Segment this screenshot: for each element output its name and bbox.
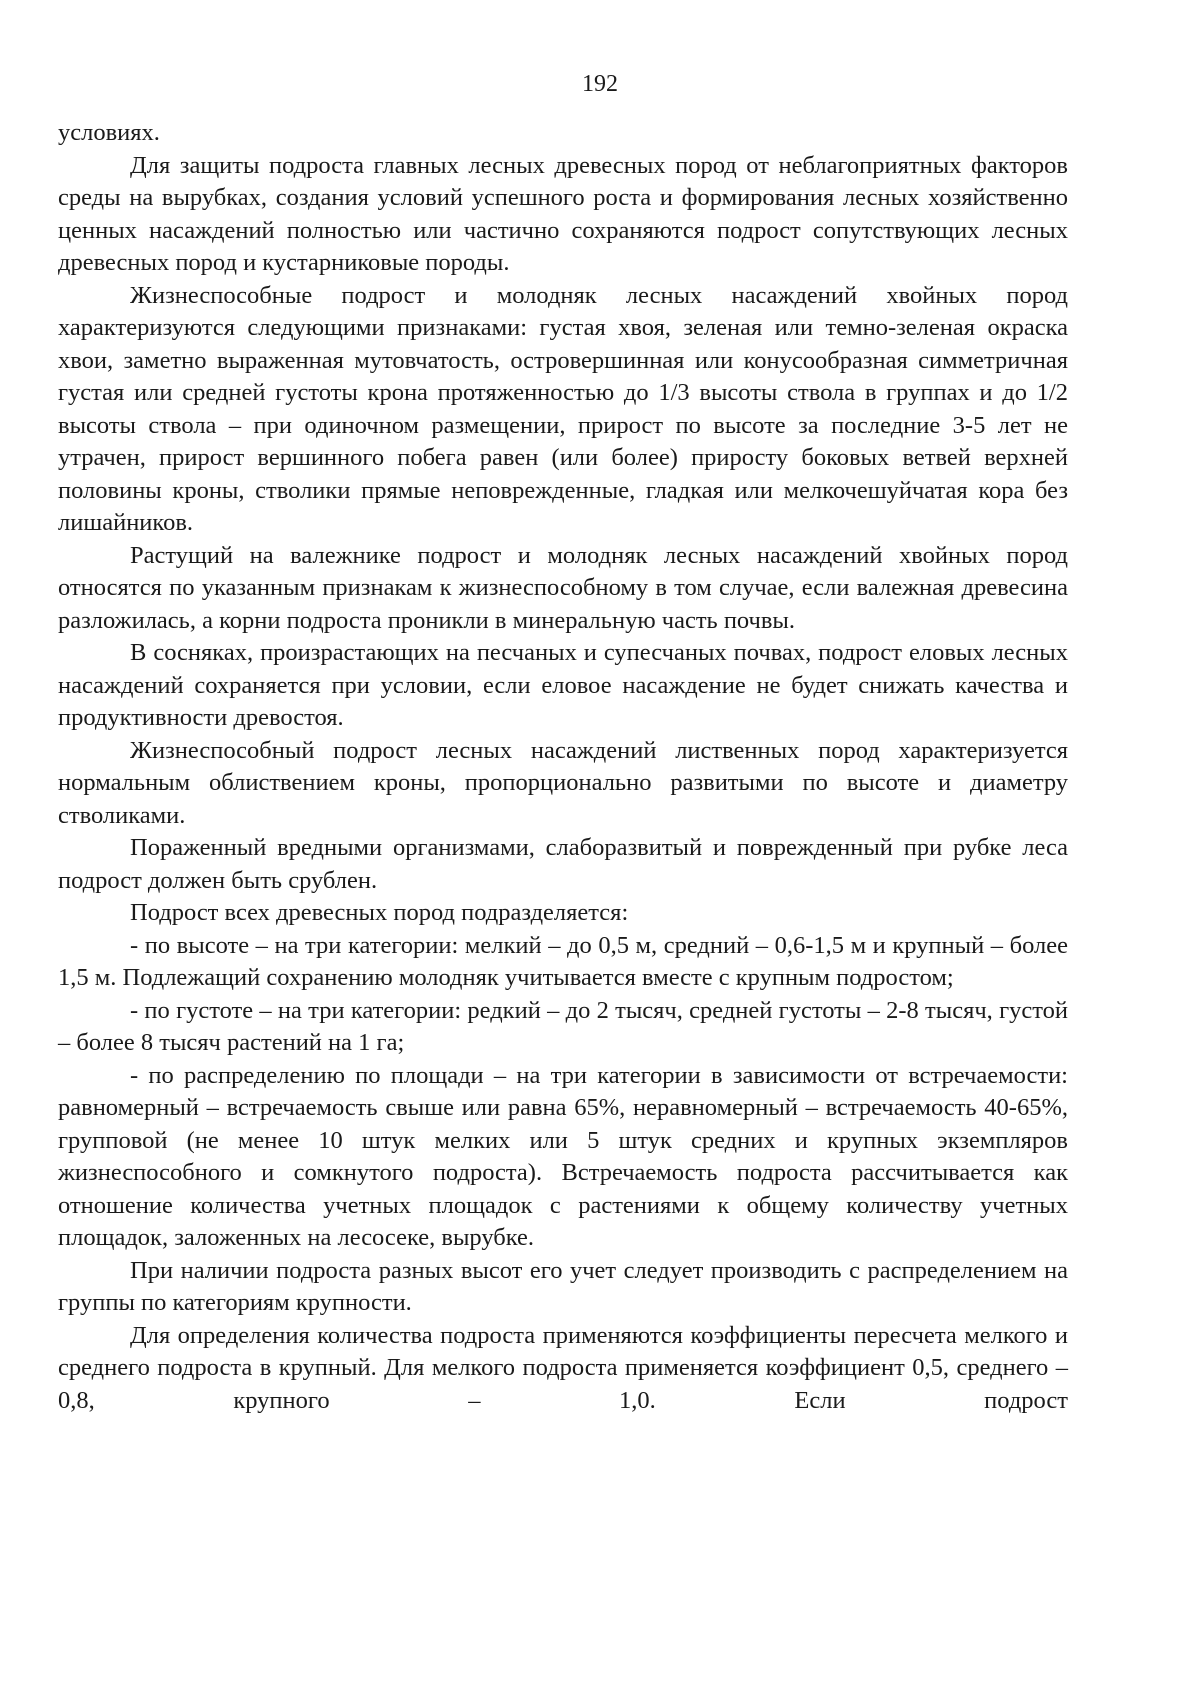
paragraph: В сосняках, произрастающих на песчаных и супесчаных почвах, подрост еловых лесных насаждений сохраняется при условии, если еловое насаждение не будет снижать качества и продуктивности древостоя. [58, 639, 1068, 731]
list-item: - по распределению по площади – на три категории в зависимости от встречаемости: равномерный – встречаемость свыше или равна 65%, неравномерный – встречаемость 40-65%, групповой (не менее 10 штук мелких или 5 штук средних и крупных экземпляров жизнеспособного и сомкнутого подроста). Встречаемость подроста рассчитывается как отношение количества учетных площадок с растениями к общему количеству учетных площадок, заложенных на лесосеке, вырубке. [58, 1061, 1068, 1251]
paragraph-last-partial: Для определения количества подроста применяются коэффициенты пересчета мелкого и среднего подроста в крупный. Для мелкого подроста применяется коэффициент 0,5, среднего – 0,8, крупного – 1,0. Если подрост [58, 1321, 1068, 1414]
list-item: - по густоте – на три категории: редкий – до 2 тысяч, средней густоты – 2-8 тысяч, густой – более 8 тысяч растений на 1 га; [58, 996, 1068, 1056]
paragraph: Жизнеспособный подрост лесных насаждений лиственных пород характеризуется нормальным облиствением кроны, пропорционально развитыми по высоте и диаметру стволиками. [58, 736, 1068, 829]
list-item: - по высоте – на три категории: мелкий – до 0,5 м, средний – 0,6-1,5 м и крупный – более 1,5 м. Подлежащий сохранению молодняк учитывается вместе с крупным подростом; [58, 931, 1068, 991]
paragraph: При наличии подроста разных высот его учет следует производить с распределением на группы по категориям крупности. [58, 1256, 1068, 1316]
page-number: 192 [582, 71, 618, 97]
body-text [58, 117, 1068, 1417]
paragraph: Жизнеспособные подрост и молодняк лесных насаждений хвойных пород характеризуются следующими признаками: густая хвоя, зеленая или темно-зеленая окраска хвои, заметно выраженная мутовчатость, островершинная или конусообразная симметричная густая или средней густоты крона протяженностью до 1/3 высоты ствола в группах и до 1/2 высоты ствола – при одиночном размещении, прирост по высоте за последние 3-5 лет не утрачен, прирост вершинного побега равен (или более) приросту боковых ветвей верхней половины кроны, стволики прямые неповрежденные, гладкая или мелкочешуйчатая кора без лишайников. [58, 281, 1068, 536]
paragraph: Растущий на валежнике подрост и молодняк лесных насаждений хвойных пород относятся по указанным признакам к жизнеспособному в том случае, если валежная древесина разложилась, а корни подроста проникли в минеральную часть почвы. [58, 541, 1068, 634]
paragraph: Подрост всех древесных пород подразделяется: [130, 899, 629, 926]
paragraph: Для защиты подроста главных лесных древесных пород от неблагоприятных факторов среды на вырубках, создания условий успешного роста и формирования лесных хозяйственно ценных насаждений полностью или частично сохраняются подрост сопутствующих лесных древесных пород и кустарниковые породы. [58, 151, 1068, 276]
paragraph: Пораженный вредными организмами, слаборазвитый и поврежденный при рубке леса подрост должен быть срублен. [58, 834, 1068, 894]
paragraph-continuation: условиях. [58, 119, 160, 146]
